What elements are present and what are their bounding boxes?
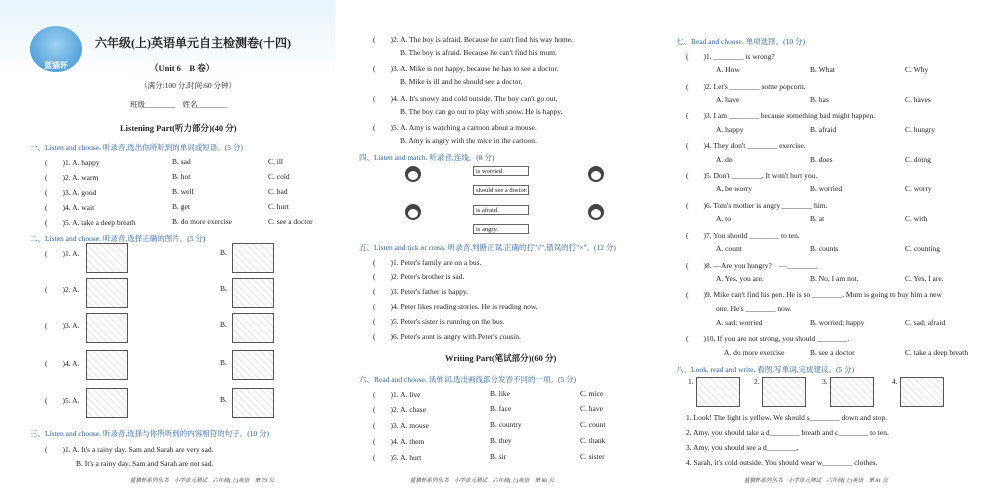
s2-q2-a-picture <box>86 278 128 308</box>
s2-q3-b: B. <box>220 320 227 329</box>
s7-q3: ( )3. I am ________ because something bad might happen. <box>686 111 876 120</box>
unit-heading: （Unit 6 B 卷） <box>150 63 215 73</box>
boy-face-picture <box>405 166 421 182</box>
s7-q5-b: B. worried <box>810 184 843 193</box>
s3-q4-b: B. The boy can go out to play with snow. He is happy. <box>400 107 563 116</box>
s7-q2-a: A. have <box>716 95 740 104</box>
s2-q2-b: B. <box>220 284 227 293</box>
s7-q8-a: A. Yes, you are. <box>716 274 764 283</box>
s1-q1-c: C. ill <box>268 157 284 166</box>
s7-q8-b: B. No, I am not. <box>810 274 859 283</box>
girl2-face-picture <box>405 204 421 220</box>
s3-q2-a: ( )2. A. The boy is afraid. Because he can't find his way home. <box>373 35 573 44</box>
writing-heading: Writing Part(笔试部分)(60 分) <box>445 353 557 363</box>
listening-heading: Listening Part(听力部分)(40 分) <box>120 123 237 133</box>
s1-q2-b: B. hot <box>172 172 191 181</box>
s7-q2-c: C. haves <box>905 95 931 104</box>
s6-q5-b: B. sir <box>490 452 507 461</box>
s8-line-1: 1. Look! The light is yellow. We should s________ down and stop. <box>686 413 888 422</box>
s7-q9-a: A. sad; worried <box>716 318 763 327</box>
s1-q5-b: B. do more exercise <box>172 217 232 226</box>
page-title: 六年级(上)英语单元自主检测卷(十四) <box>95 36 291 50</box>
s2-q4-b: B. <box>220 358 227 367</box>
s2-q1-b: B. <box>220 248 227 257</box>
s1-q5-a: ( )5. A. take a deep breath <box>45 218 136 227</box>
s6-q2-b: B. face <box>490 404 512 413</box>
s5-q1: ( )1. Peter's family are on a bus. <box>373 258 482 267</box>
s6-q4-a: ( )4. A. them <box>373 437 425 446</box>
s2-q1-b-picture <box>232 243 274 273</box>
s5-q3: ( )3. Peter's father is happy. <box>373 287 469 296</box>
s7-q1-b: B. What <box>810 65 835 74</box>
pic-label-3: 3. <box>822 377 828 386</box>
s8-picture-1 <box>696 377 740 407</box>
s1-q3-a: ( )3. A. good <box>45 188 97 197</box>
s7-q10-a: A. do more exercise <box>724 348 785 357</box>
s7-q8-c: C. Yes, I are. <box>905 274 944 283</box>
section-6-title: 六、Read and choose. 读单词,选出画线部分发音不同的一项。(5 分) <box>359 375 577 384</box>
brand-logo <box>30 26 82 72</box>
s7-q7-a: A. count <box>716 244 742 253</box>
girl-face-picture <box>588 166 604 182</box>
s8-line-3: 3. Amy, you should see a d________. <box>686 443 799 452</box>
s8-line-4: 4. Sarah, it's cold outside. You should wear w________ clothes. <box>686 458 878 467</box>
section-1-title: 一、Listen and choose. 听录音,选出你所听到的单词或短语。(5 分) <box>30 143 243 152</box>
match-word-worried: is worried. <box>473 166 529 176</box>
pic-label-1: 1. <box>688 377 694 386</box>
pic-label-4: 4. <box>892 377 898 386</box>
s7-q5-a: A. be worry <box>716 184 753 193</box>
s6-q3-a: ( )3. A. mouse <box>373 421 429 430</box>
s7-q6-a: A. to <box>716 214 731 223</box>
s1-q2-a: ( )2. A. warm <box>45 173 99 182</box>
s3-q1-b: B. It's a rainy day. Sam and Sarah are not sad. <box>76 459 214 468</box>
s7-q9-line2: one. He's ________ now. <box>716 304 792 313</box>
s1-q4-c: C. hurt <box>268 202 289 211</box>
s3-q2-b: B. The boy is afraid. Because he can't find his mum. <box>400 48 557 57</box>
s1-q3-c: C. bad <box>268 187 288 196</box>
s2-q1-a-picture <box>86 243 128 273</box>
s7-q4-c: C. doing <box>905 155 931 164</box>
s1-q2-c: C. cold <box>268 172 290 181</box>
boy2-face-picture <box>588 204 604 220</box>
s7-q9-line1: ( )9. Mike can't find his pen. He is so ________. Mum is going to buy him a new <box>686 290 942 299</box>
s1-q1-b: B. sad <box>172 157 191 166</box>
s6-q4-b: B. they <box>490 436 512 445</box>
s7-q7: ( )7. You should ________ to ten. <box>686 231 800 240</box>
s5-q6: ( )6. Peter's aunt is angry with Peter's cousin. <box>373 332 521 341</box>
page-footer: 蓝猫杯系列丛书 小学单元测试 六年级(上)英语 第 81 页 <box>744 478 888 484</box>
s7-q4-b: B. does <box>810 155 833 164</box>
pic-label-2: 2. <box>754 377 760 386</box>
s5-q2: ( )2. Peter's brother is sad. <box>373 272 465 281</box>
s6-q1-a: ( )1. A. live <box>373 390 421 399</box>
page-footer: 蓝猫杯系列丛书 小学单元测试 六年级(上)英语 第 80 页 <box>410 478 554 484</box>
s7-q8: ( )8. —Are you hungry? —________ <box>686 261 817 270</box>
s3-q3-b: B. Mike is ill and he should see a doctor. <box>400 77 523 86</box>
s2-q5-b: B. <box>220 395 227 404</box>
section-2-title: 二、Listen and choose. 听录音,选择正确的图片。(5 分) <box>30 234 206 243</box>
s7-q3-a: A. happy <box>716 125 744 134</box>
s1-q4-b: B. get <box>172 202 190 211</box>
s7-q3-c: C. hungry <box>905 125 935 134</box>
s6-q5-c: C. sister <box>580 452 605 461</box>
s7-q10: ( )10. If you are not strong, you should ________. <box>686 334 850 343</box>
s2-q4-a-picture <box>86 350 128 380</box>
s7-q2-b: B. has <box>810 95 829 104</box>
s2-q2-b-picture <box>232 278 274 308</box>
s2-q4-b-picture <box>232 350 274 380</box>
page-80 <box>345 0 663 488</box>
s6-q5-a: ( )5. A. hurt <box>373 453 422 462</box>
match-word-afraid: is afraid. <box>473 205 529 215</box>
s6-q2-c: C. have <box>580 404 603 413</box>
s6-q1-c: C. mice <box>580 389 604 398</box>
s7-q10-c: C. take a deep breath <box>905 348 969 357</box>
s6-q1-b: B. like <box>490 389 510 398</box>
s7-q7-b: B. counts <box>810 244 839 253</box>
s7-q1: ( )1. ________ is wrong? <box>686 52 775 61</box>
s2-q5-a: ( )5. A. <box>45 396 80 405</box>
s7-q6-b: B. at <box>810 214 825 223</box>
section-3-title: 三、Listen and choose. 听录音,选择与你所听到的内容相符的句子。(10 分) <box>30 429 270 438</box>
s2-q3-a-picture <box>86 313 128 343</box>
s1-q5-c: C. see a doctor <box>268 217 313 226</box>
s6-q3-b: B. country <box>490 420 522 429</box>
s2-q5-b-picture <box>232 388 274 418</box>
s7-q1-a: A. How <box>716 65 740 74</box>
page-footer: 蓝猫杯系列丛书 小学单元测试 六年级(上)英语 第 79 页 <box>130 478 274 484</box>
s7-q3-b: B. afraid <box>810 125 837 134</box>
s2-q2-a: ( )2. A. <box>45 285 80 294</box>
s7-q7-c: C. counting <box>905 244 940 253</box>
s2-q1-a: ( )1. A. <box>45 249 80 258</box>
s7-q6: ( )6. Tom's mother is angry ________ him. <box>686 201 828 210</box>
s3-q5-b: B. Amy is angry with the mice in the cartoon. <box>400 136 537 145</box>
s8-picture-4 <box>900 377 944 407</box>
s8-picture-2 <box>762 377 806 407</box>
s6-q3-c: C. count <box>580 420 606 429</box>
s7-q9-c: C. sad; afraid <box>905 318 946 327</box>
page-81 <box>672 0 1000 488</box>
s2-q5-a-picture <box>86 388 128 418</box>
s3-q1-a: ( )1. A. It's a rainy day. Sam and Sarah are very sad. <box>45 445 214 454</box>
section-7-title: 七、Read and choose. 单项选择。(10 分) <box>676 37 805 46</box>
s6-q4-c: C. thank <box>580 436 606 445</box>
s7-q9-b: B. worried; happy <box>810 318 865 327</box>
s7-q5: ( )5. Don't ________. It won't hurt you. <box>686 171 818 180</box>
s3-q3-a: ( )3. A. Mike is not happy, because he has to see a doctor. <box>373 64 559 73</box>
s7-q6-c: C. with <box>905 214 928 223</box>
section-4-title: 四、Listen and match. 听录音,连线。(8 分) <box>359 153 495 162</box>
s7-q1-c: C. Why <box>905 65 929 74</box>
s7-q5-c: C. worry <box>905 184 932 193</box>
s8-line-2: 2. Amy, you should take a d________ breath and c________ to ten. <box>686 428 889 437</box>
s7-q4: ( )4. They don't ________ exercise. <box>686 141 806 150</box>
class-name-line: 班级________ 姓名________ <box>130 100 228 109</box>
section-8-title: 八、Look, read and write. 看图,写单词,完成建议。(5 分) <box>676 365 855 374</box>
s7-q4-a: A. do <box>716 155 733 164</box>
s5-q5: ( )5. Peter's sister is running on the bus. <box>373 317 505 326</box>
s2-q4-a: ( )4. A. <box>45 359 80 368</box>
match-word-doctor: should see a doctor. <box>473 185 529 195</box>
s3-q4-a: ( )4. A. It's snowy and cold outside. The boy can't go out. <box>373 94 558 103</box>
s7-q2: ( )2. Let's ________ some popcorn. <box>686 82 806 91</box>
s7-q10-b: B. see a doctor <box>810 348 855 357</box>
match-word-angry: is angry. <box>473 224 529 234</box>
s6-q2-a: ( )2. A. chase <box>373 405 426 414</box>
exam-meta: （满分:100 分,时间:60 分钟） <box>140 81 237 90</box>
s8-picture-3 <box>830 377 874 407</box>
s1-q3-b: B. well <box>172 187 194 196</box>
s3-q5-a: ( )5. A. Amy is watching a cartoon about a mouse. <box>373 123 537 132</box>
s1-q1-a: ( )1. A. happy <box>45 158 100 167</box>
s5-q4: ( )4. Peter likes reading stories. He is reading now. <box>373 302 538 311</box>
page-79 <box>0 0 335 488</box>
s2-q3-b-picture <box>232 313 274 343</box>
s1-q4-a: ( )4. A. wait <box>45 203 95 212</box>
s2-q3-a: ( )3. A. <box>45 321 80 330</box>
section-5-title: 五、Listen and tick or cross. 听录音,判断正误,正确的打"√",错误的打"×"。(12 分) <box>359 243 616 252</box>
logo-text: 蓝猫杯 <box>44 61 68 70</box>
